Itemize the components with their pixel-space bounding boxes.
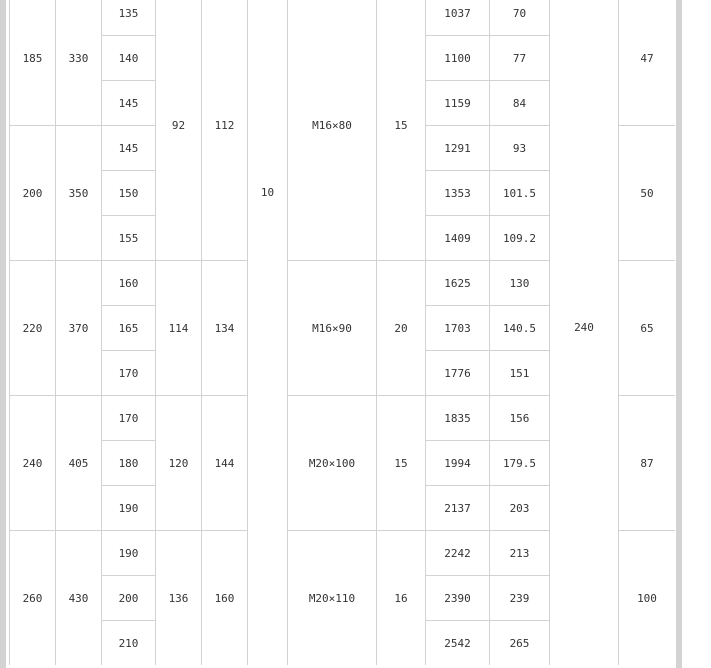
table-cell: M20×110 [287,530,376,665]
table-cell: 210 [101,620,155,665]
table-cell-merged: M16×80 [287,0,376,260]
table-cell: 370 [55,260,101,395]
table-cell: 220 [9,260,55,395]
table-cell: 330 [55,0,101,125]
table-cell-merged: 92 [155,0,201,260]
table-cell: 170 [101,350,155,395]
table-cell: 1037 [425,0,489,35]
table-cell: 145 [101,125,155,170]
table-cell: 2242 [425,530,489,575]
table-cell: 165 [101,305,155,350]
table-cell: 70 [489,0,549,35]
table-cell-merged: 112 [201,0,247,260]
table-cell: 190 [101,530,155,575]
table-cell: 1776 [425,350,489,395]
table-cell: 170 [101,395,155,440]
table-cell: 200 [101,575,155,620]
table-cell: 2137 [425,485,489,530]
table-cell: 265 [489,620,549,665]
table-cell: 1703 [425,305,489,350]
table-cell: 160 [101,260,155,305]
table-cell: 151 [489,350,549,395]
table-cell: 65 [618,260,675,395]
table-cell: 1159 [425,80,489,125]
table-cell: 140 [101,35,155,80]
table-cell: 200 [9,125,55,260]
table-cell: 1353 [425,170,489,215]
table-cell: 350 [55,125,101,260]
table-cell: 1835 [425,395,489,440]
table-cell: 77 [489,35,549,80]
table-cell: 140.5 [489,305,549,350]
table-cell: 114 [155,260,201,395]
table-cell-merged: 15 [376,0,425,260]
table-cell: 145 [101,80,155,125]
table-cell: M16×90 [287,260,376,395]
table-cell: 135 [101,0,155,35]
table-cell: 50 [618,125,675,260]
table-cell: 430 [55,530,101,665]
table-cell: 20 [376,260,425,395]
table-cell: 185 [9,0,55,125]
table-cell: M20×100 [287,395,376,530]
table-cell: 180 [101,440,155,485]
table-cell: 47 [618,0,675,125]
table-cell: 144 [201,395,247,530]
table-cell: 134 [201,260,247,395]
table-cell: 101.5 [489,170,549,215]
table-cell: 15 [376,395,425,530]
table-cell: 213 [489,530,549,575]
table-cell: 1291 [425,125,489,170]
table-cell: 405 [55,395,101,530]
table-cell: 2390 [425,575,489,620]
table-cell-merged: 10 [247,0,287,665]
table-cell: 2542 [425,620,489,665]
table-cell: 150 [101,170,155,215]
table-cell: 203 [489,485,549,530]
table-cell: 87 [618,395,675,530]
table-cell: 100 [618,530,675,665]
table-cell: 130 [489,260,549,305]
table-cell: 109.2 [489,215,549,260]
table-cell: 239 [489,575,549,620]
table-cell: 1625 [425,260,489,305]
table-cell: 155 [101,215,155,260]
table-cell: 1100 [425,35,489,80]
table-cell: 160 [201,530,247,665]
table-cell: 120 [155,395,201,530]
table-cell-merged: 240 [549,0,618,665]
table-cell: 190 [101,485,155,530]
table-cell: 156 [489,395,549,440]
table-cell: 1994 [425,440,489,485]
table-cell: 179.5 [489,440,549,485]
table-cell: 16 [376,530,425,665]
table-cell: 93 [489,125,549,170]
table-cell: 260 [9,530,55,665]
table-cell: 136 [155,530,201,665]
table-cell: 84 [489,80,549,125]
table-cell: 240 [9,395,55,530]
table-cell: 1409 [425,215,489,260]
